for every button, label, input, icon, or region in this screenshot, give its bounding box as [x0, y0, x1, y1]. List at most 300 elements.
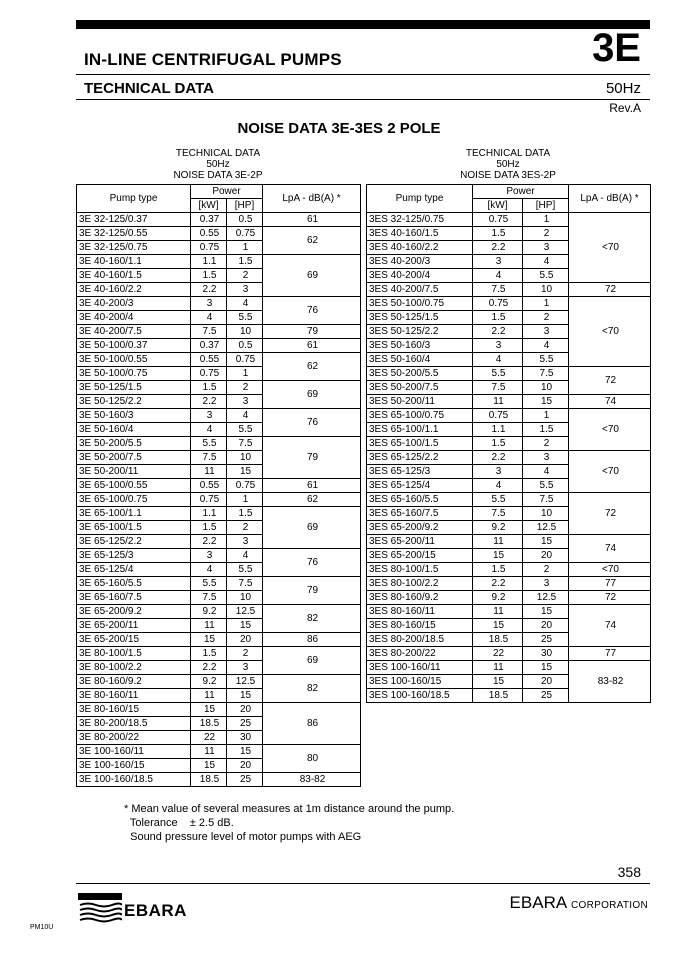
kw-cell: 1.1 [191, 507, 227, 521]
hp-cell: 30 [227, 731, 263, 745]
noise-value-cell: 82 [263, 605, 361, 633]
left-table-caption [76, 148, 360, 181]
caption-line: 50Hz [496, 159, 520, 170]
noise-value-cell: 62 [263, 353, 361, 381]
pump-type-cell: 3E 50-160/3 [77, 409, 191, 423]
hp-cell: 0.75 [227, 227, 263, 241]
hp-cell: 10 [227, 325, 263, 339]
pump-type-cell: 3ES 40-160/1.5 [367, 227, 473, 241]
pump-type-cell: 3E 65-100/1.1 [77, 507, 191, 521]
pump-type-cell: 3E 65-200/11 [77, 619, 191, 633]
hp-cell: 15 [227, 619, 263, 633]
power-header: Power [473, 185, 569, 199]
company-suffix: CORPORATION [570, 900, 648, 911]
pump-type-cell: 3E 32-125/0.55 [77, 227, 191, 241]
table-row [367, 493, 651, 507]
kw-cell: 11 [473, 535, 523, 549]
pump-type-cell: 3E 65-100/0.55 [77, 479, 191, 493]
pump-type-cell: 3E 80-100/1.5 [77, 647, 191, 661]
noise-value-cell: 83-82 [569, 661, 651, 703]
kw-cell: 0.75 [473, 213, 523, 227]
table-row [367, 535, 651, 549]
pump-type-cell: 3E 50-100/0.37 [77, 339, 191, 353]
pump-type-cell: 3ES 40-200/7.5 [367, 283, 473, 297]
pump-type-cell: 3ES 50-200/7.5 [367, 381, 473, 395]
noise-value-cell: 72 [569, 283, 651, 297]
pump-type-cell: 3E 50-200/7.5 [77, 451, 191, 465]
table-row [77, 507, 361, 521]
hp-cell: 20 [523, 675, 569, 689]
pump-type-cell: 3E 50-160/4 [77, 423, 191, 437]
hp-cell: 20 [227, 633, 263, 647]
noise-value-cell: 77 [569, 647, 651, 661]
hp-cell: 5.5 [523, 353, 569, 367]
pump-type-cell: 3ES 80-160/15 [367, 619, 473, 633]
kw-cell: 1.1 [473, 423, 523, 437]
pump-type-cell: 3E 65-200/15 [77, 633, 191, 647]
hp-cell: 3 [523, 241, 569, 255]
kw-cell: 4 [473, 353, 523, 367]
pump-type-cell: 3ES 65-125/2.2 [367, 451, 473, 465]
kw-cell: 15 [191, 703, 227, 717]
hp-cell: 4 [523, 255, 569, 269]
pump-type-cell: 3ES 80-160/9.2 [367, 591, 473, 605]
noise-value-cell: 69 [263, 507, 361, 549]
kw-cell: 0.75 [191, 241, 227, 255]
kw-cell: 1.5 [473, 227, 523, 241]
kw-cell: 0.55 [191, 479, 227, 493]
pump-type-cell: 3E 80-160/9.2 [77, 675, 191, 689]
noise-value-cell: 79 [263, 325, 361, 339]
hp-cell: 25 [523, 689, 569, 703]
table-row [367, 409, 651, 423]
pump-type-cell: 3E 50-125/1.5 [77, 381, 191, 395]
kw-cell: 7.5 [473, 283, 523, 297]
hp-cell: 5.5 [523, 479, 569, 493]
hp-cell: 4 [227, 409, 263, 423]
pump-type-cell: 3E 32-125/0.37 [77, 213, 191, 227]
table-row [77, 577, 361, 591]
ebara-logo-icon [78, 893, 122, 932]
section-title: NOISE DATA 3E-3ES 2 POLE [237, 120, 441, 137]
noise-value-cell: 77 [569, 577, 651, 591]
hp-cell: 1.5 [227, 507, 263, 521]
pump-type-cell: 3E 80-200/22 [77, 731, 191, 745]
table-row [77, 493, 361, 507]
pump-type-cell: 3E 40-160/1.1 [77, 255, 191, 269]
hp-cell: 3 [523, 325, 569, 339]
hp-cell: 7.5 [523, 493, 569, 507]
noise-value-cell: <70 [569, 297, 651, 367]
kw-cell: 3 [191, 297, 227, 311]
kw-cell: 3 [473, 255, 523, 269]
hp-cell: 2 [523, 227, 569, 241]
kw-cell: 11 [473, 661, 523, 675]
kw-cell: 4 [473, 269, 523, 283]
hp-cell: 2 [227, 647, 263, 661]
pump-type-cell: 3ES 50-200/11 [367, 395, 473, 409]
hp-cell: 10 [523, 381, 569, 395]
pump-type-cell: 3E 80-160/15 [77, 703, 191, 717]
noise-value-cell: 69 [263, 255, 361, 297]
pump-type-cell: 3E 65-200/9.2 [77, 605, 191, 619]
caption-line: NOISE DATA 3E-2P [173, 170, 263, 181]
pump-type-cell: 3E 40-160/1.5 [77, 269, 191, 283]
divider [76, 99, 650, 100]
pump-type-cell: 3ES 80-100/1.5 [367, 563, 473, 577]
kw-cell: 11 [191, 619, 227, 633]
pump-type-cell: 3ES 100-160/18.5 [367, 689, 473, 703]
kw-cell: 7.5 [191, 451, 227, 465]
document-subtitle: TECHNICAL DATA [84, 80, 214, 97]
pump-type-cell: 3ES 50-200/5.5 [367, 367, 473, 381]
kw-cell: 4 [191, 423, 227, 437]
kw-cell: 11 [473, 395, 523, 409]
hp-cell: 25 [227, 773, 263, 787]
pump-type-cell: 3E 100-160/11 [77, 745, 191, 759]
hp-header: [HP] [227, 199, 263, 213]
hp-cell: 20 [523, 549, 569, 563]
left-noise-table [76, 184, 361, 787]
kw-cell: 0.75 [473, 409, 523, 423]
kw-cell: 0.55 [191, 227, 227, 241]
noise-value-cell: 72 [569, 493, 651, 535]
kw-cell: 3 [473, 339, 523, 353]
pump-type-cell: 3E 65-160/5.5 [77, 577, 191, 591]
hp-cell: 15 [227, 745, 263, 759]
lpa-header: LpA - dB(A) * [263, 185, 361, 213]
kw-cell: 22 [473, 647, 523, 661]
hp-cell: 15 [227, 689, 263, 703]
hp-cell: 0.5 [227, 213, 263, 227]
noise-value-cell: 69 [263, 647, 361, 675]
table-row [367, 395, 651, 409]
noise-value-cell: 76 [263, 549, 361, 577]
pump-type-cell: 3ES 32-125/0.75 [367, 213, 473, 227]
caption-line: TECHNICAL DATA [175, 148, 261, 159]
pump-type-cell: 3E 65-100/1.5 [77, 521, 191, 535]
right-noise-table [366, 184, 651, 703]
pump-type-cell: 3ES 65-160/5.5 [367, 493, 473, 507]
pump-type-cell: 3E 50-125/2.2 [77, 395, 191, 409]
noise-value-cell: 74 [569, 535, 651, 563]
pump-type-cell: 3ES 40-200/3 [367, 255, 473, 269]
hp-cell: 15 [523, 535, 569, 549]
hp-header: [HP] [523, 199, 569, 213]
table-row [77, 339, 361, 353]
pump-type-cell: 3ES 50-160/3 [367, 339, 473, 353]
kw-cell: 18.5 [473, 633, 523, 647]
hp-cell: 1.5 [523, 423, 569, 437]
pump-type-cell: 3ES 65-100/1.1 [367, 423, 473, 437]
hp-cell: 4 [227, 297, 263, 311]
table-row [367, 661, 651, 675]
kw-cell: 0.37 [191, 213, 227, 227]
noise-value-cell: 72 [569, 591, 651, 605]
noise-value-cell: 79 [263, 437, 361, 479]
kw-cell: 11 [191, 689, 227, 703]
pump-type-cell: 3ES 100-160/11 [367, 661, 473, 675]
pump-type-cell: 3ES 65-200/11 [367, 535, 473, 549]
pump-type-cell: 3ES 50-125/1.5 [367, 311, 473, 325]
pump-type-cell: 3E 80-160/11 [77, 689, 191, 703]
kw-cell: 15 [473, 675, 523, 689]
kw-cell: 0.55 [191, 353, 227, 367]
pump-type-cell: 3E 50-100/0.55 [77, 353, 191, 367]
hp-cell: 10 [227, 591, 263, 605]
kw-cell: 1.5 [191, 381, 227, 395]
hp-cell: 20 [227, 703, 263, 717]
table-row [367, 563, 651, 577]
pump-type-cell: 3E 65-125/4 [77, 563, 191, 577]
page-number: 358 [617, 864, 641, 880]
table-row [77, 297, 361, 311]
hp-cell: 30 [523, 647, 569, 661]
frequency-label: 50Hz [605, 80, 641, 97]
kw-cell: 9.2 [191, 605, 227, 619]
kw-cell: 15 [191, 633, 227, 647]
pump-type-cell: 3ES 65-160/7.5 [367, 507, 473, 521]
table-row [77, 703, 361, 717]
pump-type-cell: 3ES 65-200/15 [367, 549, 473, 563]
pump-type-cell: 3ES 40-200/4 [367, 269, 473, 283]
noise-value-cell: 86 [263, 633, 361, 647]
revision-label: Rev.A [609, 101, 641, 115]
pump-type-cell: 3ES 65-200/9.2 [367, 521, 473, 535]
hp-cell: 1 [227, 241, 263, 255]
table-row [77, 409, 361, 423]
hp-cell: 3 [227, 535, 263, 549]
hp-cell: 15 [523, 395, 569, 409]
kw-cell: 0.75 [473, 297, 523, 311]
pump-type-cell: 3E 65-160/7.5 [77, 591, 191, 605]
hp-cell: 4 [523, 339, 569, 353]
hp-cell: 3 [523, 577, 569, 591]
table-row [367, 577, 651, 591]
document-title: IN-LINE CENTRIFUGAL PUMPS [84, 50, 342, 69]
pump-type-cell: 3ES 80-160/11 [367, 605, 473, 619]
pump-type-cell: 3E 65-125/2.2 [77, 535, 191, 549]
company-main: EBARA [509, 893, 567, 912]
kw-header: [kW] [473, 199, 523, 213]
caption-line: 50Hz [206, 159, 230, 170]
noise-value-cell: <70 [569, 563, 651, 577]
hp-cell: 2 [227, 521, 263, 535]
product-code: 3E [592, 26, 641, 70]
table-row [367, 367, 651, 381]
kw-cell: 1.5 [473, 563, 523, 577]
table-row [77, 437, 361, 451]
table-row [77, 647, 361, 661]
kw-cell: 22 [191, 731, 227, 745]
footnote-line: * Mean value of several measures at 1m distance around the pump. [124, 803, 455, 815]
kw-cell: 18.5 [191, 773, 227, 787]
pump-type-cell: 3E 80-200/18.5 [77, 717, 191, 731]
footnotes [124, 802, 454, 844]
kw-cell: 11 [473, 605, 523, 619]
noise-value-cell: 61 [263, 213, 361, 227]
table-row [367, 297, 651, 311]
kw-cell: 9.2 [191, 675, 227, 689]
footnote-line: Sound pressure level of motor pumps with AEG [124, 831, 362, 843]
kw-cell: 4 [473, 479, 523, 493]
kw-cell: 2.2 [473, 325, 523, 339]
table-row [77, 213, 361, 227]
hp-cell: 4 [227, 549, 263, 563]
noise-value-cell: 79 [263, 577, 361, 605]
pump-type-cell: 3E 40-160/2.2 [77, 283, 191, 297]
hp-cell: 2 [523, 563, 569, 577]
pump-type-cell: 3E 40-200/7.5 [77, 325, 191, 339]
caption-line: NOISE DATA 3ES-2P [460, 170, 556, 181]
pump-type-cell: 3ES 65-125/3 [367, 465, 473, 479]
kw-cell: 0.37 [191, 339, 227, 353]
document-code: PM10U [30, 924, 54, 931]
kw-cell: 18.5 [191, 717, 227, 731]
table-row [77, 381, 361, 395]
kw-cell: 3 [191, 549, 227, 563]
table-row [367, 283, 651, 297]
table-row [77, 353, 361, 367]
hp-cell: 1.5 [227, 255, 263, 269]
hp-cell: 5.5 [227, 311, 263, 325]
footnote-line: Tolerance ± 2.5 dB. [124, 817, 234, 829]
pump-type-cell: 3ES 100-160/15 [367, 675, 473, 689]
kw-cell: 3 [473, 465, 523, 479]
pump-type-header: Pump type [77, 185, 191, 213]
noise-value-cell: 62 [263, 227, 361, 255]
table-row [77, 479, 361, 493]
hp-cell: 1 [523, 297, 569, 311]
pump-type-cell: 3ES 65-100/0.75 [367, 409, 473, 423]
kw-cell: 7.5 [473, 507, 523, 521]
hp-cell: 2 [523, 311, 569, 325]
table-row [77, 227, 361, 241]
pump-type-cell: 3ES 80-200/18.5 [367, 633, 473, 647]
hp-cell: 1 [523, 213, 569, 227]
hp-cell: 3 [227, 283, 263, 297]
right-table-caption [366, 148, 650, 181]
hp-cell: 2 [227, 269, 263, 283]
kw-cell: 2.2 [191, 283, 227, 297]
pump-type-cell: 3ES 50-100/0.75 [367, 297, 473, 311]
noise-value-cell: <70 [569, 213, 651, 283]
noise-value-cell: 74 [569, 605, 651, 647]
caption-line: TECHNICAL DATA [465, 148, 551, 159]
noise-value-cell: 61 [263, 339, 361, 353]
table-row [77, 605, 361, 619]
noise-value-cell: 61 [263, 479, 361, 493]
table-row [77, 549, 361, 563]
hp-cell: 3 [523, 451, 569, 465]
noise-value-cell: 62 [263, 493, 361, 507]
table-row [77, 745, 361, 759]
kw-cell: 0.75 [191, 367, 227, 381]
pump-type-cell: 3ES 80-100/2.2 [367, 577, 473, 591]
table-row [367, 605, 651, 619]
divider [76, 74, 650, 75]
kw-cell: 15 [473, 549, 523, 563]
kw-cell: 5.5 [191, 577, 227, 591]
kw-cell: 5.5 [191, 437, 227, 451]
noise-value-cell: 82 [263, 675, 361, 703]
pump-type-cell: 3E 32-125/0.75 [77, 241, 191, 255]
logo-wordmark: EBARA [124, 901, 187, 920]
hp-cell: 10 [523, 507, 569, 521]
table-row [77, 325, 361, 339]
noise-value-cell: <70 [569, 451, 651, 493]
kw-cell: 2.2 [473, 577, 523, 591]
noise-value-cell: 69 [263, 381, 361, 409]
table-row [367, 213, 651, 227]
kw-cell: 5.5 [473, 493, 523, 507]
pump-type-cell: 3ES 50-125/2.2 [367, 325, 473, 339]
kw-cell: 15 [191, 759, 227, 773]
pump-type-header: Pump type [367, 185, 473, 213]
table-row [367, 591, 651, 605]
hp-cell: 25 [227, 717, 263, 731]
kw-cell: 1.1 [191, 255, 227, 269]
hp-cell: 5.5 [523, 269, 569, 283]
kw-cell: 2.2 [191, 395, 227, 409]
table-row [77, 675, 361, 689]
noise-value-cell: 74 [569, 395, 651, 409]
hp-cell: 20 [227, 759, 263, 773]
pump-type-cell: 3E 100-160/18.5 [77, 773, 191, 787]
pump-type-cell: 3E 80-100/2.2 [77, 661, 191, 675]
kw-cell: 1.5 [473, 311, 523, 325]
hp-cell: 4 [523, 465, 569, 479]
company-name [510, 893, 648, 913]
noise-value-cell: 76 [263, 409, 361, 437]
hp-cell: 7.5 [227, 577, 263, 591]
hp-cell: 1 [227, 493, 263, 507]
pump-type-cell: 3E 50-100/0.75 [77, 367, 191, 381]
hp-cell: 25 [523, 633, 569, 647]
noise-value-cell: 86 [263, 703, 361, 745]
noise-value-cell: 72 [569, 367, 651, 395]
pump-type-cell: 3E 65-100/0.75 [77, 493, 191, 507]
hp-cell: 5.5 [227, 423, 263, 437]
kw-cell: 9.2 [473, 591, 523, 605]
kw-cell: 2.2 [191, 661, 227, 675]
pump-type-cell: 3ES 65-100/1.5 [367, 437, 473, 451]
noise-value-cell: 80 [263, 745, 361, 773]
pump-type-cell: 3E 65-125/3 [77, 549, 191, 563]
pump-type-cell: 3ES 50-160/4 [367, 353, 473, 367]
hp-cell: 2 [523, 437, 569, 451]
hp-cell: 12.5 [227, 675, 263, 689]
hp-cell: 3 [227, 661, 263, 675]
hp-cell: 1 [523, 409, 569, 423]
hp-cell: 0.75 [227, 353, 263, 367]
lpa-header: LpA - dB(A) * [569, 185, 651, 213]
kw-cell: 1.5 [191, 647, 227, 661]
pump-type-cell: 3ES 80-200/22 [367, 647, 473, 661]
hp-cell: 15 [523, 661, 569, 675]
kw-cell: 1.5 [191, 269, 227, 283]
kw-cell: 7.5 [191, 325, 227, 339]
pump-type-cell: 3E 40-200/4 [77, 311, 191, 325]
hp-cell: 2 [227, 381, 263, 395]
power-header: Power [191, 185, 263, 199]
kw-cell: 1.5 [473, 437, 523, 451]
kw-cell: 11 [191, 465, 227, 479]
hp-cell: 10 [227, 451, 263, 465]
hp-cell: 0.75 [227, 479, 263, 493]
pump-type-cell: 3ES 65-125/4 [367, 479, 473, 493]
table-row [77, 633, 361, 647]
